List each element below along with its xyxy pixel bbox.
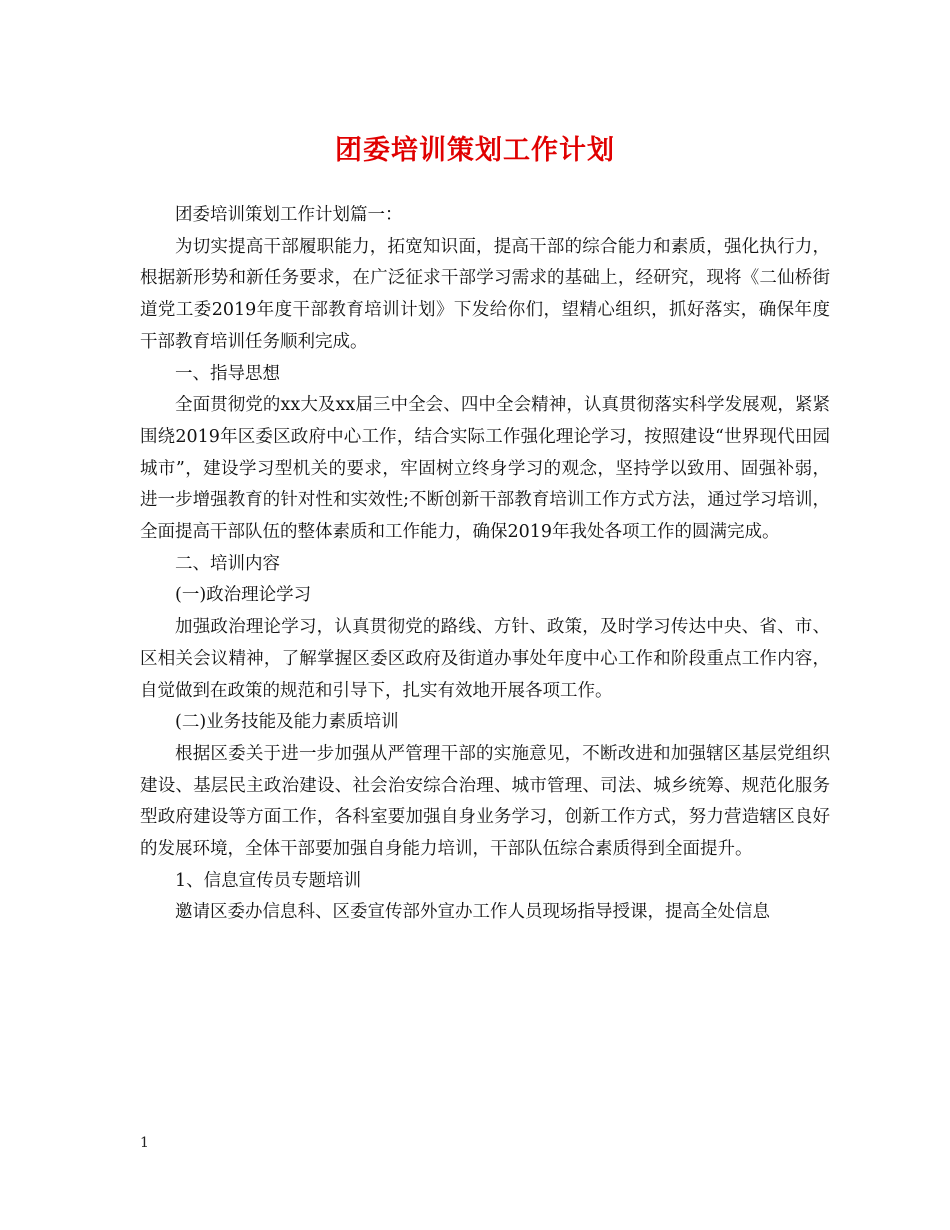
section-heading-guiding-ideology: 一、指导思想 [175,363,280,384]
subheading-skills-training: (二)业务技能及能力素质培训 [175,712,399,733]
paragraph-info-publicity-training: 邀请区委办信息科、区委宣传部外宣办工作人员现场指导授课，提高全处信息 [175,902,770,923]
page-number: 1 [140,1135,149,1151]
paragraph-intro: 为切实提高干部履职能力，拓宽知识面，提高干部的综合能力和素质，强化执行力，根据新形势和新任务要求，在广泛征求干部学习需求的基础上，经研究，现将《二仙桥街道党工委2019年度干部教育培训计划》下发给你们，望精心组织，抓好落实，确保年度干部教育培训任务顺利完成。 [140,236,830,352]
subheading-info-publicity-training: 1、信息宣传员专题培训 [175,870,362,891]
document-title: 团委培训策划工作计划 [335,135,615,166]
section-heading-training-content: 二、培训内容 [175,553,280,574]
subheading-political-theory: (一)政治理论学习 [175,585,312,606]
paragraph-heading-part1: 团委培训策划工作计划篇一： [175,205,403,225]
document-body [140,200,830,929]
paragraph-guiding-ideology: 全面贯彻党的xx大及xx届三中全会、四中全会精神，认真贯彻落实科学发展观，紧紧围绕2019年区委区政府中心工作，结合实际工作强化理论学习，按照建设“世界现代田园城市”，建设学习型机关的要求，牢固树立终身学习的观念，坚持学以致用、固强补弱，进一步增强教育的针对性和实效性;不断创新干部教育培训工作方式方法，通过学习培训，全面提高干部队伍的整体素质和工作能力，确保2019年我处各项工作的圆满完成。 [140,395,830,543]
paragraph-political-theory: 加强政治理论学习，认真贯彻党的路线、方针、政策，及时学习传达中央、省、市、区相关会议精神，了解掌握区委区政府及街道办事处年度中心工作和阶段重点工作内容，自觉做到在政策的规范和引导下，扎实有效地开展各项工作。 [140,617,830,701]
paragraph-skills-training: 根据区委关于进一步加强从严管理干部的实施意见，不断改进和加强辖区基层党组织建设、基层民主政治建设、社会治安综合治理、城市管理、司法、城乡统筹、规范化服务型政府建设等方面工作，各科室要加强自身业务学习，创新工作方式，努力营造辖区良好的发展环境，全体干部要加强自身能力培训，干部队伍综合素质得到全面提升。 [140,743,830,860]
